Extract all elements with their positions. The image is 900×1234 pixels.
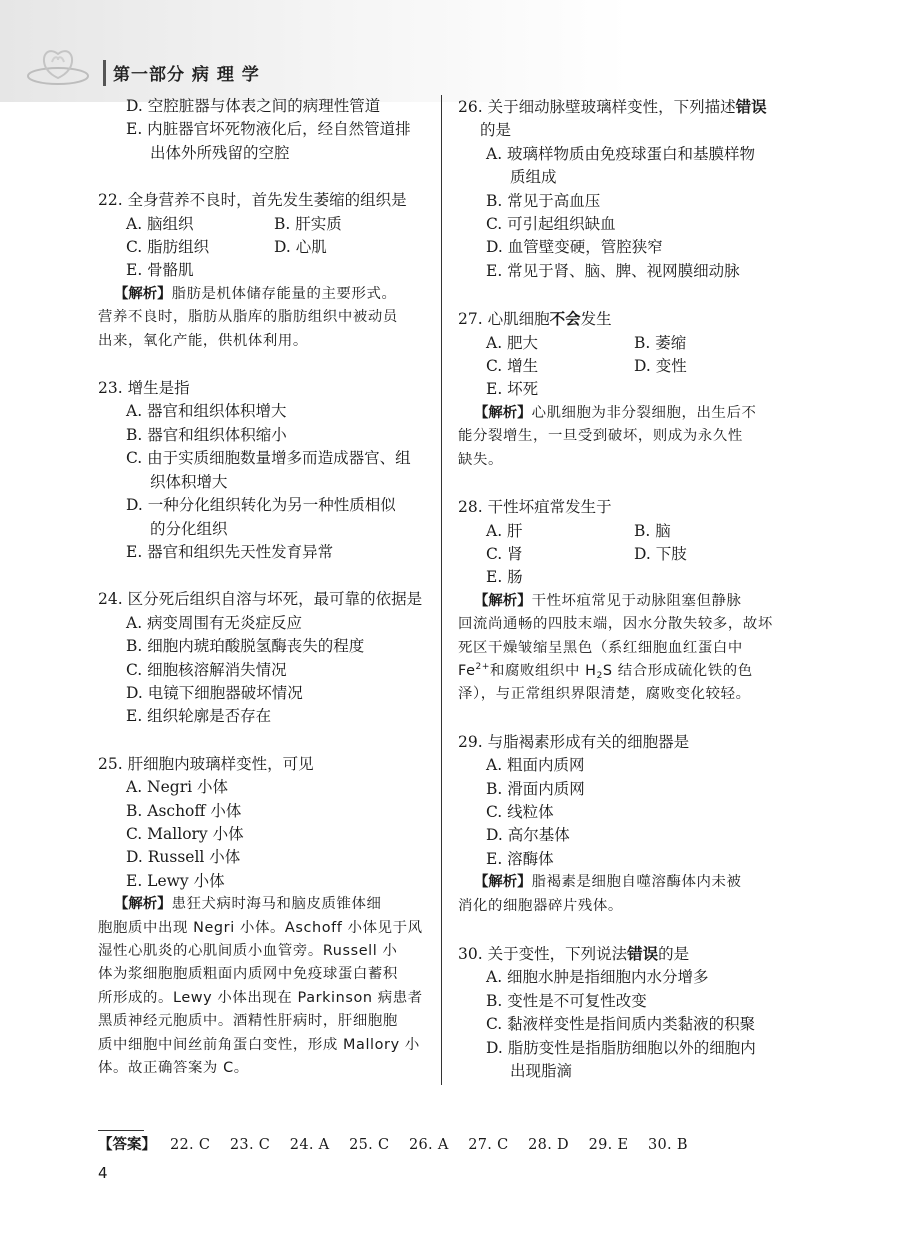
q26-option-a-cont: 质组成	[510, 168, 557, 187]
q23-option-b: B. 器官和组织体积缩小	[126, 425, 287, 444]
q30-stem-emphasis: 错误	[627, 944, 659, 963]
analysis-text: 脂褐素是细胞自噬溶酶体内未被	[531, 874, 742, 891]
q21-option-e-cont: 出体外所残留的空腔	[150, 143, 290, 162]
q30-option-c: C. 黏液样变性是指间质内类黏液的积聚	[486, 1015, 756, 1034]
q27-stem-text: 27. 心肌细胞	[458, 310, 550, 329]
q22-option-e: E. 骨骼肌	[126, 261, 194, 280]
q27-option-e: E. 坏死	[486, 380, 539, 399]
q30-option-d: D. 脂肪变性是指脂肪细胞以外的细胞内	[486, 1038, 756, 1057]
q26-stem-cont: 的是	[480, 121, 512, 140]
q25-analysis-line-4: 体为浆细胞胞质粗面内质网中免疫球蛋白蓄积	[98, 966, 398, 983]
q26-option-e: E. 常见于肾、脑、脾、视网膜细动脉	[486, 261, 740, 280]
analysis-text: 患狂犬病时海马和脑皮质锥体细	[171, 896, 382, 913]
publisher-logo-icon	[18, 34, 98, 94]
q23-option-e: E. 器官和组织先天性发育异常	[126, 542, 334, 561]
q30-option-b: B. 变性是不可复性改变	[486, 991, 647, 1010]
q29-option-c: C. 线粒体	[486, 802, 554, 821]
analysis-text: S 结合形成硫化铁的色	[602, 662, 753, 679]
q25-analysis-line-3: 湿性心肌炎的心肌间质小血管旁。Russell 小	[98, 943, 398, 959]
charge-superscript: 2+	[475, 661, 491, 672]
q21-option-e: E. 内脏器官坏死物液化后，经自然管道排	[126, 120, 411, 139]
q23-option-d-cont: 的分化组织	[150, 519, 228, 538]
q29-stem: 29. 与脂褐素形成有关的细胞器是	[458, 732, 690, 751]
q25-analysis	[98, 893, 433, 916]
analysis-text: 脂肪是机体储存能量的主要形式。	[171, 285, 397, 302]
q23-stem: 23. 增生是指	[98, 379, 190, 398]
page-number: 4	[98, 1164, 108, 1182]
q27-stem-emphasis: 不会	[549, 309, 581, 329]
analysis-text: 心肌细胞为非分裂细胞，出生后不	[531, 404, 757, 421]
q27-option-d: D. 变性	[634, 357, 687, 376]
q24-option-c: C. 细胞核溶解消失情况	[126, 660, 287, 679]
answer-key	[98, 1133, 688, 1154]
q28-analysis-line-2: 回流尚通畅的四肢末端，因水分散失较多，故坏	[458, 616, 773, 633]
q24-stem: 24. 区分死后组织自溶与坏死，最可靠的依据是	[98, 590, 423, 609]
q25-analysis-line-5: 所形成的。Lewy 小体出现在 Parkinson 病患者	[98, 989, 423, 1006]
q28-option-a: A. 肝	[486, 521, 523, 540]
q23-option-d: D. 一种分化组织转化为另一种性质相似	[126, 496, 396, 515]
analysis-tag: 【解析】	[114, 285, 172, 302]
q28-analysis-line-4	[458, 660, 793, 683]
q27-option-a: A. 肥大	[486, 333, 539, 352]
analysis-tag: 【解析】	[474, 404, 532, 421]
answer-key-items: 22. C 23. C 24. A 25. C 26. A 27. C 28. D 29. E 30. B	[170, 1137, 688, 1153]
header-divider	[103, 60, 106, 86]
q24-option-d: D. 电镜下细胞器破坏情况	[126, 683, 303, 702]
analysis-tag: 【解析】	[114, 896, 172, 913]
q27-stem-tail: 发生	[580, 310, 612, 329]
q22-stem: 22. 全身营养不良时，首先发生萎缩的组织是	[98, 191, 407, 210]
analysis-tag: 【解析】	[474, 592, 532, 609]
q28-option-b: B. 脑	[634, 521, 671, 540]
q28-analysis-line-3: 死区干燥皱缩呈黑色（系红细胞血红蛋白中	[458, 639, 743, 656]
q25-analysis-line-8: 体。故正确答案为 C。	[98, 1060, 249, 1077]
q28-option-e: E. 肠	[486, 568, 523, 587]
q29-option-e: E. 溶酶体	[486, 849, 554, 868]
q26-stem-text: 26. 关于细动脉壁玻璃样变性，下列描述	[458, 98, 736, 116]
analysis-text: 干性坏疽常见于动脉阻塞但静脉	[531, 592, 742, 609]
q30-stem	[458, 942, 793, 966]
q26-option-d: D. 血管壁变硬，管腔狭窄	[486, 238, 663, 257]
section-title: 第一部分 病 理 学	[113, 65, 260, 85]
q25-analysis-line-7: 质中细胞中间丝前角蛋白变性，形成 Mallory 小	[98, 1036, 420, 1053]
q23-option-c-cont: 织体积增大	[150, 472, 228, 491]
q29-option-b: B. 滑面内质网	[486, 779, 585, 798]
q22-option-d: D. 心肌	[274, 238, 327, 257]
analysis-tag: 【解析】	[474, 874, 532, 891]
q24-option-e: E. 组织轮廓是否存在	[126, 707, 272, 726]
q27-options-row-2	[458, 355, 793, 378]
q27-stem	[458, 307, 793, 331]
q28-analysis	[458, 590, 793, 613]
q26-stem-emphasis: 错误	[735, 97, 767, 116]
q27-option-c: C. 增生	[486, 357, 539, 376]
q22-option-b: B. 肝实质	[274, 214, 342, 233]
q24-option-a: A. 病变周围有无炎症反应	[126, 613, 303, 632]
q25-analysis-line-2: 胞胞质中出现 Negri 小体。Aschoff 小体见于风	[98, 919, 423, 936]
q29-analysis	[458, 871, 793, 894]
q22-option-a: A. 脑组织	[126, 214, 194, 233]
column-divider	[441, 95, 442, 1085]
q27-analysis-line-3: 缺失。	[458, 451, 503, 468]
q27-analysis-line-2: 能分裂增生，一旦受到破坏，则成为永久性	[458, 428, 743, 445]
q25-analysis-line-6: 黑质神经元胞质中。酒精性肝病时，肝细胞胞	[98, 1013, 398, 1030]
right-column	[458, 95, 793, 1083]
q25-option-b: B. Aschoff 小体	[126, 801, 242, 820]
answer-key-rule	[98, 1130, 144, 1131]
q23-option-a: A. 器官和组织体积增大	[126, 402, 287, 421]
q30-option-a: A. 细胞水肿是指细胞内水分增多	[486, 968, 709, 987]
q28-option-c: C. 肾	[486, 544, 523, 563]
q25-option-c: C. Mallory 小体	[126, 824, 244, 843]
header-band	[0, 0, 900, 102]
q26-option-c: C. 可引起组织缺血	[486, 215, 616, 234]
q26-stem	[458, 95, 793, 119]
q22-analysis-line-2: 营养不良时，脂肪从脂库的脂肪组织中被动员	[98, 309, 398, 326]
left-column	[98, 95, 433, 1080]
q27-option-b: B. 萎缩	[634, 333, 687, 352]
q25-option-d: D. Russell 小体	[126, 848, 241, 867]
q21-option-d: D. 空腔脏器与体表之间的病理性管道	[126, 97, 381, 115]
q26-option-a: A. 玻璃样物质由免疫球蛋白和基膜样物	[486, 144, 756, 163]
q30-stem-text: 30. 关于变性，下列说法	[458, 945, 628, 963]
q22-option-c: C. 脂肪组织	[126, 238, 210, 257]
q22-options-row-2	[98, 236, 433, 259]
q28-options-row-2	[458, 543, 793, 566]
q22-analysis	[98, 283, 433, 306]
q25-stem: 25. 肝细胞内玻璃样变性，可见	[98, 754, 314, 773]
q29-analysis-line-2: 消化的细胞器碎片残体。	[458, 897, 623, 914]
q25-option-a: A. Negri 小体	[126, 778, 228, 797]
q23-option-c: C. 由于实质细胞数量增多而造成器官、组	[126, 449, 411, 468]
q27-analysis	[458, 402, 793, 425]
q28-analysis-line-5: 泽），与正常组织界限清楚，腐败变化较轻。	[458, 686, 751, 703]
q29-option-d: D. 高尔基体	[486, 826, 570, 845]
answer-key-tag: 【答案】	[98, 1137, 156, 1153]
q28-option-d: D. 下肢	[634, 544, 687, 563]
q28-options-row-1	[458, 520, 793, 543]
q30-stem-tail: 的是	[658, 945, 690, 963]
hydrogen-subscript: 2	[596, 670, 603, 681]
q26-option-b: B. 常见于高血压	[486, 191, 601, 210]
iron-symbol: Fe	[458, 662, 476, 679]
q29-option-a: A. 粗面内质网	[486, 756, 585, 775]
q22-analysis-line-3: 出来，氧化产能，供机体利用。	[98, 332, 308, 349]
analysis-text: 和腐败组织中 H	[490, 662, 597, 679]
q27-options-row-1	[458, 332, 793, 355]
q25-option-e: E. Lewy 小体	[126, 871, 225, 890]
q28-stem: 28. 干性坏疽常发生于	[458, 498, 612, 517]
q30-option-d-cont: 出现脂滴	[510, 1062, 573, 1081]
q22-options-row-1	[98, 213, 433, 236]
q24-option-b: B. 细胞内琥珀酸脱氢酶丧失的程度	[126, 637, 365, 656]
